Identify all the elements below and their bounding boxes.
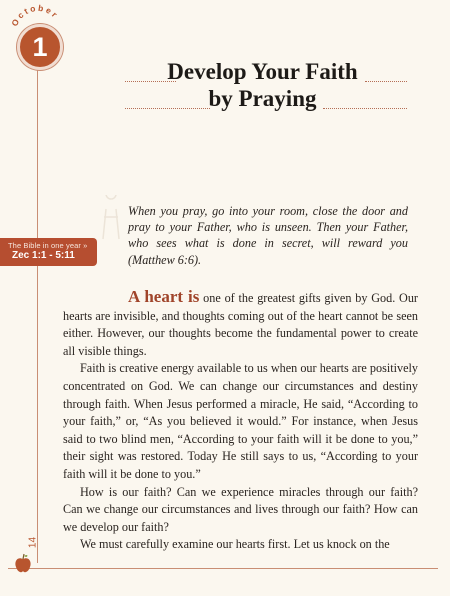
bible-reading-ref: Zec 1:1 - 5:11 [12,250,75,261]
bible-reading-label: The Bible in one year » [8,241,88,250]
devotional-body [63,288,418,554]
left-rule [37,58,38,563]
page-title [125,58,400,112]
title-line-1: Develop Your Faith [167,59,358,84]
double-chevron-right-icon: » [83,241,88,250]
page-number: 14 [27,536,39,549]
scripture-quote: When you pray, go into your room, close the door and pray to your Father, who is unseen. Then your Father, who sees what is done in secret, will reward you (Matthew 6:6). [128,204,408,267]
lead-in-words: A heart is [128,287,200,306]
day-badge: 1 [17,24,63,70]
paragraph-4: We must carefully examine our hearts first. Let us knock on the [80,537,390,552]
paragraph-1-text: one of the greatest gifts given by God. Our hearts are invisible, and thoughts coming out of the heart cannot be seen either. However, our thoughts become the fundamental power to create all visible things. [63,291,418,358]
paragraph-3: How is our faith? Can we experience miracles through our faith? Can we change our circumstances and lives through our faith? How can we develop our faith? [63,484,418,534]
bible-reading-tab [0,238,97,266]
bottom-rule [8,568,438,569]
paragraph-1 [63,288,418,360]
month-label: October [9,2,61,28]
paragraph-2: Faith is creative energy available to us when our hearts are positively concentrated on God. We can change our circumstances and destiny through faith. When Jesus performed a miracle, He said, “According to your faith,” or, “As you believed it would.” For instance, when Jesus said to two blind men, “According to your faith will it be done to you,” their sight was restored. Today He still says to us, “According to your faith will it be done to you.” [63,361,418,481]
title-line-2: by Praying [208,86,317,111]
apple-icon [13,553,33,575]
ghost-figure-icon [96,195,126,245]
